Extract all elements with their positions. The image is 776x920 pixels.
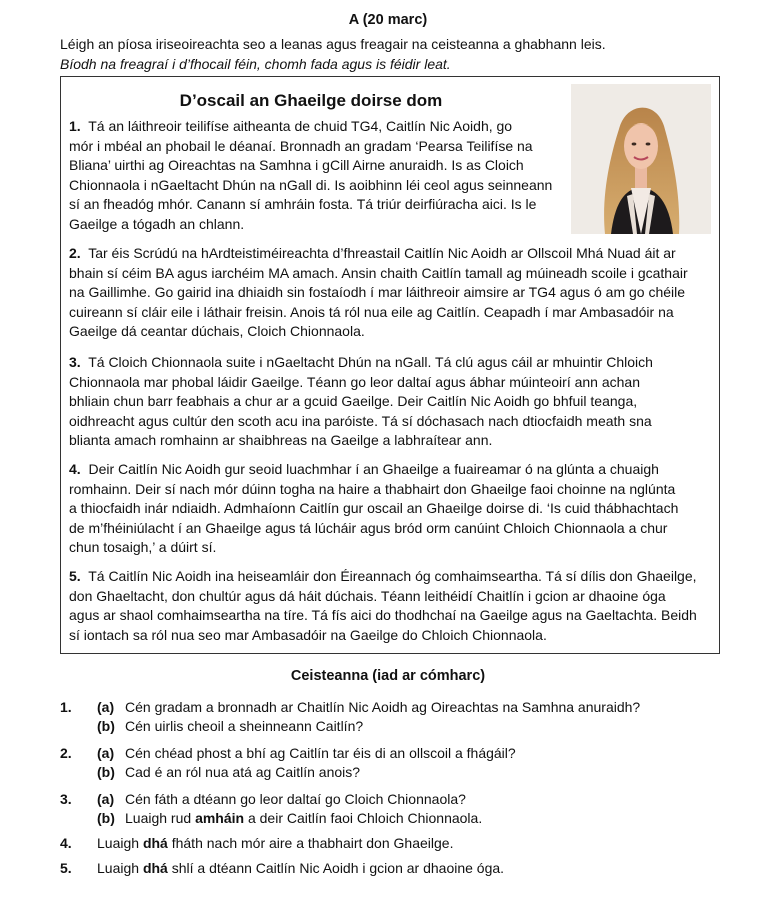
question-number: 5.	[60, 860, 72, 876]
question-text: Cén gradam a bronnadh ar Chaitlín Nic Aoidh ag Oireachtas na Samhna anuraidh?	[125, 699, 641, 715]
portrait-image-icon	[571, 84, 711, 234]
instruction-italic-text: Bíodh na freagraí i d’fhocail féin, chomh fada agus is féidir leat.	[60, 56, 451, 72]
question-number: 2.	[60, 745, 72, 761]
article-paragraph-2: 2. Tar éis Scrúdú na hArdteistiméireachta d’fhreastail Caitlín Nic Aoidh ar Ollscoil Mhá Nuad áit ar bhain sí céim BA agus iarchéim MA amach. Ansin chaith Caitlín tamall ag múineadh scoile i gcathair na Gaillimhe. Go gairid ina dhiaidh sin fostaíodh í mar láithreoir aimsire ar TG4 agus ó am go chéile cuireann sí cláir eile i láthair freisin. Anois tá ról nua eile ag Caitlín. Ceapadh í mar Ambasadóir na Gaeilge dá ceantar dúchais, Cloich Chionnaola.	[69, 245, 688, 340]
article-box	[60, 76, 720, 654]
question-number: 4.	[60, 835, 72, 851]
part-label: (b)	[97, 810, 115, 826]
part-label: (a)	[97, 745, 115, 761]
instruction-text: Léigh an píosa iriseoireachta seo a leanas agus freagair na ceisteanna a ghabhann leis.	[60, 36, 606, 52]
question-number: 3.	[60, 791, 72, 807]
question-text: Luaigh rud amháin a deir Caitlín faoi Chloich Chionnaola.	[125, 810, 483, 826]
section-title: A (20 marc)	[348, 12, 428, 28]
question-text: Cén uirlis cheoil a sheinneann Caitlín?	[125, 718, 364, 734]
article-paragraph-1: 1. Tá an láithreoir teilifíse aitheanta de chuid TG4, Caitlín Nic Aoidh, go mór i mbéal an phobail le déanaí. Bronnadh an gradam ‘Pearsa Teilifíse na Bliana’ uirthi ag Oireachtas na Samhna i gCill Airne anuraidh. Is as Cloich Chionnaola i nGaeltacht Dhún na nGall di. Is aoibhinn léi ceol agus seinneann sí an fheadóg mhór. Canann sí amhráin fosta. Tá triúr deirfiúracha aici. Is le Gaeilge a tógadh an chlann.	[69, 118, 553, 232]
question-text: Cad é an ról nua atá ag Caitlín anois?	[125, 764, 361, 780]
article-paragraph-5: 5. Tá Caitlín Nic Aoidh ina heiseamláir don Éireannach óg comhaimseartha. Tá sí dílis don Ghaeilge, don Ghaeltacht, don chultúr agus dá háit dúchais. Téann leithéidí Chaitlín i gcion ar dhaoine óga agus ar shaol comhaimseartha na tíre. Tá fís aici do thodhchaí na Gaeilge agus na Gaeltachta. Beidh sí iontach sa ról nua seo mar Ambasadóir na Gaeilge do Chloich Chionnaola.	[69, 568, 697, 643]
question-text: Cén chéad phost a bhí ag Caitlín tar éis di an ollscoil a fhágáil?	[125, 745, 516, 761]
part-label: (a)	[97, 791, 115, 807]
part-label: (b)	[97, 764, 115, 780]
article-paragraph-4: 4. Deir Caitlín Nic Aoidh gur seoid luachmhar í an Ghaeilge a fuaireamar ó na glúnta a chuaigh romhainn. Deir sí nach mór dúinn togha na haire a thabhairt don Ghaeilge faoi choinne na nglúnta a thiocfaidh inár ndiaidh. Admhaíonn Caitlín gur oscail an Ghaeilge doirse di. ‘Is cuid thábhachtach de m’fhéiniúlacht í an Ghaeilge agus tá lúcháir agus bród orm canúint Chloich Chionnaola a chur chun tosaigh,’ a dúirt sí.	[69, 461, 679, 556]
article-title: D’oscail an Ghaeilge doirse dom	[179, 91, 443, 110]
part-label: (b)	[97, 718, 115, 734]
question-text: Luaigh dhá fháth nach mór aire a thabhairt don Ghaeilge.	[97, 835, 454, 851]
question-text: Cén fáth a dtéann go leor daltaí go Cloich Chionnaola?	[125, 791, 466, 807]
question-number: 1.	[60, 699, 72, 715]
question-text: Luaigh dhá shlí a dtéann Caitlín Nic Aoidh i gcion ar dhaoine óga.	[97, 860, 505, 876]
questions-title: Ceisteanna (iad ar cómharc)	[290, 668, 486, 684]
instructions	[60, 34, 606, 74]
part-label: (a)	[97, 699, 115, 715]
presenter-photo	[571, 84, 711, 234]
article-paragraph-3: 3. Tá Cloich Chionnaola suite i nGaeltacht Dhún na nGall. Tá clú agus cáil ar mhuintir Chloich Chionnaola mar phobal láidir Gaeilge. Téann go leor daltaí agus ábhar múinteoirí ann achan bhliain chun barr feabhais a chur ar a gcuid Gaeilge. Deir Caitlín Nic Aoidh go bhfuil teanga, oidhreacht agus cultúr den scoth acu ina paróiste. Tá sí dóchasach nach dtiocfaidh meath sna blianta amach romhainn ar shaibhreas na Gaeilge a labhraítear ann.	[69, 354, 653, 449]
